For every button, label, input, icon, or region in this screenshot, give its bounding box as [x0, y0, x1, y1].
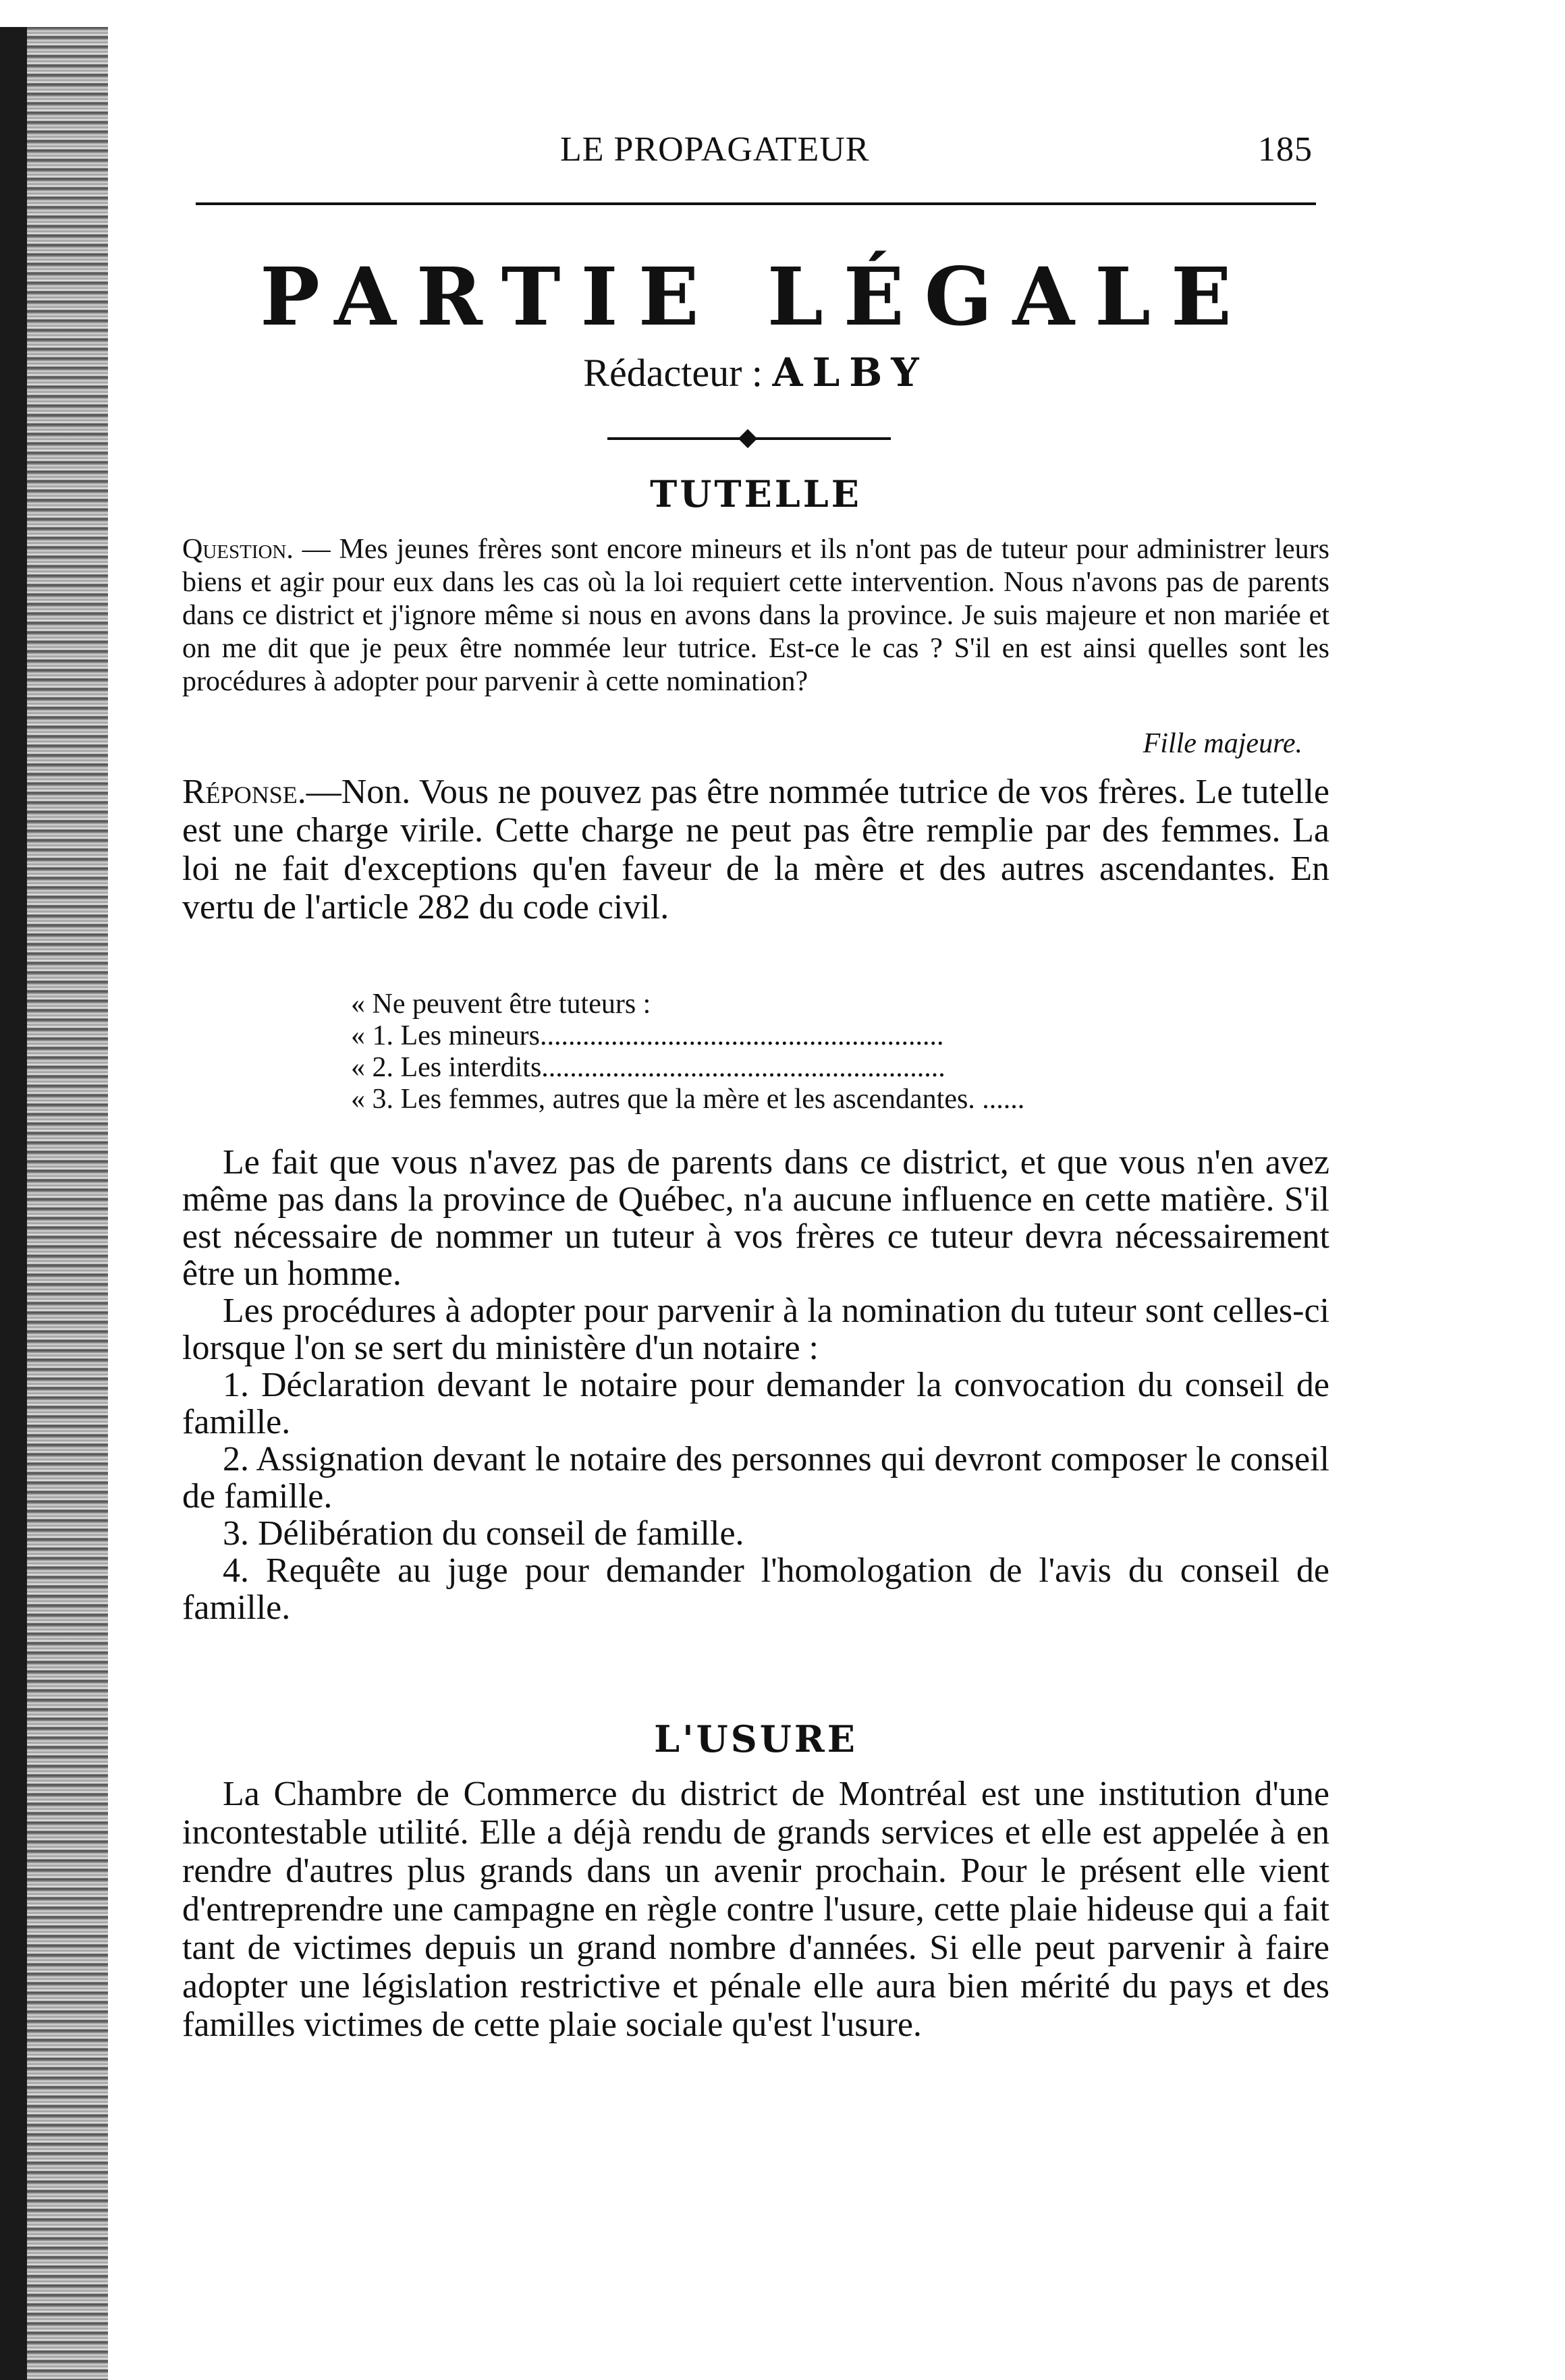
header-title: LE PROPAGATEUR [560, 130, 870, 169]
procedure-step: 4. Requête au juge pour demander l'homologation de l'avis du conseil de famille. [182, 1551, 1329, 1627]
editor-name: ALBY [772, 350, 929, 395]
answer-paragraph [182, 773, 1329, 926]
question-paragraph [182, 533, 1329, 698]
procedure-step: 3. Délibération du conseil de famille. [223, 1514, 744, 1553]
article-line: « 1. Les mineurs......................................................... [351, 1020, 944, 1051]
question-label: Question. [182, 534, 294, 565]
answer-label: Réponse. [182, 773, 306, 811]
ornament-diamond-icon [738, 429, 757, 448]
question-signature: Fille majeure. [1143, 728, 1302, 759]
section-title: PARTIE LÉGALE [260, 250, 1252, 343]
usure-paragraph: La Chambre de Commerce du district de Montréal est une institution d'une incontestable utilité. Elle a déjà rendu de grands services et elle est appelée à en rendre d'autres plus grands dans un avenir prochain. Pour le présent elle vient d'entreprendre une campagne en règle contre l'usure, cette plaie hideuse qui a fait tant de victimes depuis un grand nombre d'années. Si elle peut parvenir à faire adopter une législation restrictive et pénale elle aura bien mérité du pays et des familles victimes de cette plaie sociale qu'est l'usure. [182, 1775, 1329, 2044]
editor-line [182, 350, 1329, 395]
article-line: « Ne peuvent être tuteurs : [351, 989, 651, 1020]
question-text: — Mes jeunes frères sont encore mineurs et ils n'ont pas de tuteur pour administrer leurs biens et agir pour eux dans les cas où la loi requiert cette intervention. Nous n'avons pas de parents dans ce district et j'ignore même si nous en avons dans la province. Je suis majeure et non mariée et on me dit que je peux être nommée leur tutrice. Est-ce le cas ? S'il en est ainsi quelles sont les procédures à adopter pour parvenir à cette nomination? [182, 534, 1329, 697]
page-number: 185 [1258, 130, 1313, 169]
tutelle-body [182, 1144, 1329, 1626]
procedure-step: 1. Déclaration devant le notaire pour demander la convocation du conseil de famille. [182, 1366, 1329, 1441]
article-line: « 3. Les femmes, autres que la mère et les ascendantes. ...... [351, 1084, 1025, 1115]
running-header [182, 121, 1329, 175]
body-paragraph: Le fait que vous n'avez pas de parents dans ce district, et que vous n'en avez même pas dans la province de Québec, n'a aucune influence en cette matière. S'il est nécessaire de nommer un tuteur à vos frères ce tuteur devra nécessairement être un homme. [182, 1143, 1329, 1293]
header-rule [196, 202, 1316, 205]
answer-text: —Non. Vous ne pouvez pas être nommée tutrice de vos frères. Le tutelle est une charge virile. Cette charge ne peut pas être remplie par des femmes. La loi ne fait d'exceptions qu'en faveur de la mère et des autres ascendantes. En vertu de l'article 282 du code civil. [182, 773, 1329, 926]
procedure-step: 2. Assignation devant le notaire des personnes qui devront composer le conseil de famille. [182, 1440, 1329, 1516]
book-binding-shadow [0, 27, 27, 2380]
usure-heading: L'USURE [654, 1717, 858, 1761]
tutelle-heading: TUTELLE [650, 472, 862, 516]
editor-label: Rédacteur : [583, 351, 763, 395]
body-paragraph: Les procédures à adopter pour parvenir à la nomination du tuteur sont celles-ci lorsque l'on se sert du ministère d'un notaire : [182, 1292, 1329, 1367]
article-line: « 2. Les interdits......................................................... [351, 1052, 945, 1083]
article-quote [351, 989, 1024, 1115]
